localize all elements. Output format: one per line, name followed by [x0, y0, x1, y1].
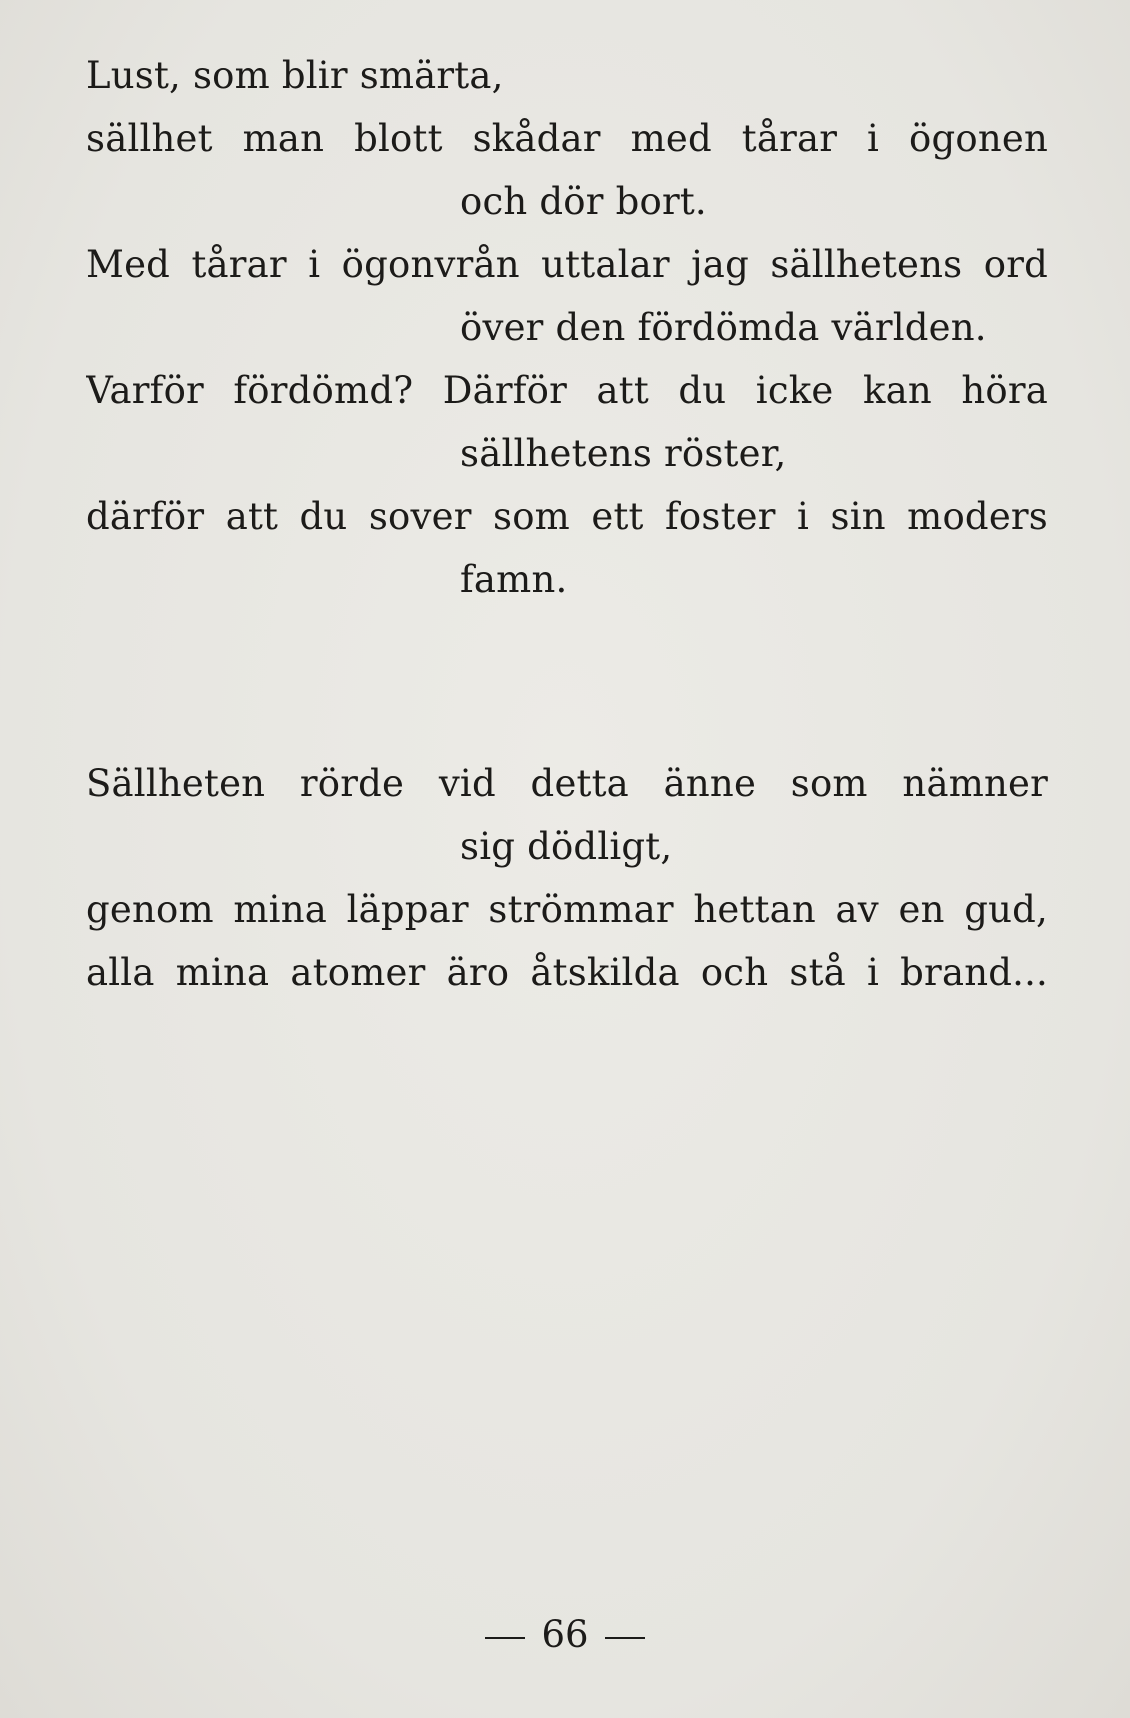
verse-continuation: och dör bort.: [460, 180, 707, 223]
stanza-2: [86, 752, 1048, 1004]
verse-line: Sällheten rörde vid detta änne som nämner: [86, 762, 1048, 805]
verse-line: Lust, som blir smärta,: [86, 54, 504, 97]
verse-continuation: famn.: [460, 558, 568, 601]
verse-continuation: sig dödligt,: [460, 825, 673, 868]
verse-line: genom mina läppar strömmar hettan av en gud,: [86, 888, 1048, 931]
verse-line: därför att du sover som ett foster i sin moders: [86, 495, 1048, 538]
verse-line: sällhet man blott skådar med tårar i ögonen: [86, 117, 1048, 160]
dash-decoration: [485, 1637, 525, 1639]
page-number-value: 66: [541, 1613, 589, 1656]
verse-line: Varför fördömd? Därför att du icke kan höra: [86, 369, 1048, 412]
dash-decoration: [605, 1637, 645, 1639]
verse-line: Med tårar i ögonvrån uttalar jag sällhetens ord: [86, 243, 1048, 286]
verse-line: alla mina atomer äro åtskilda och stå i brand...: [86, 951, 1048, 994]
verse-continuation: sällhetens röster,: [460, 432, 787, 475]
stanza-1: [86, 44, 1048, 611]
verse-continuation: över den fördömda världen.: [460, 306, 987, 349]
page-number: [0, 1610, 1130, 1660]
